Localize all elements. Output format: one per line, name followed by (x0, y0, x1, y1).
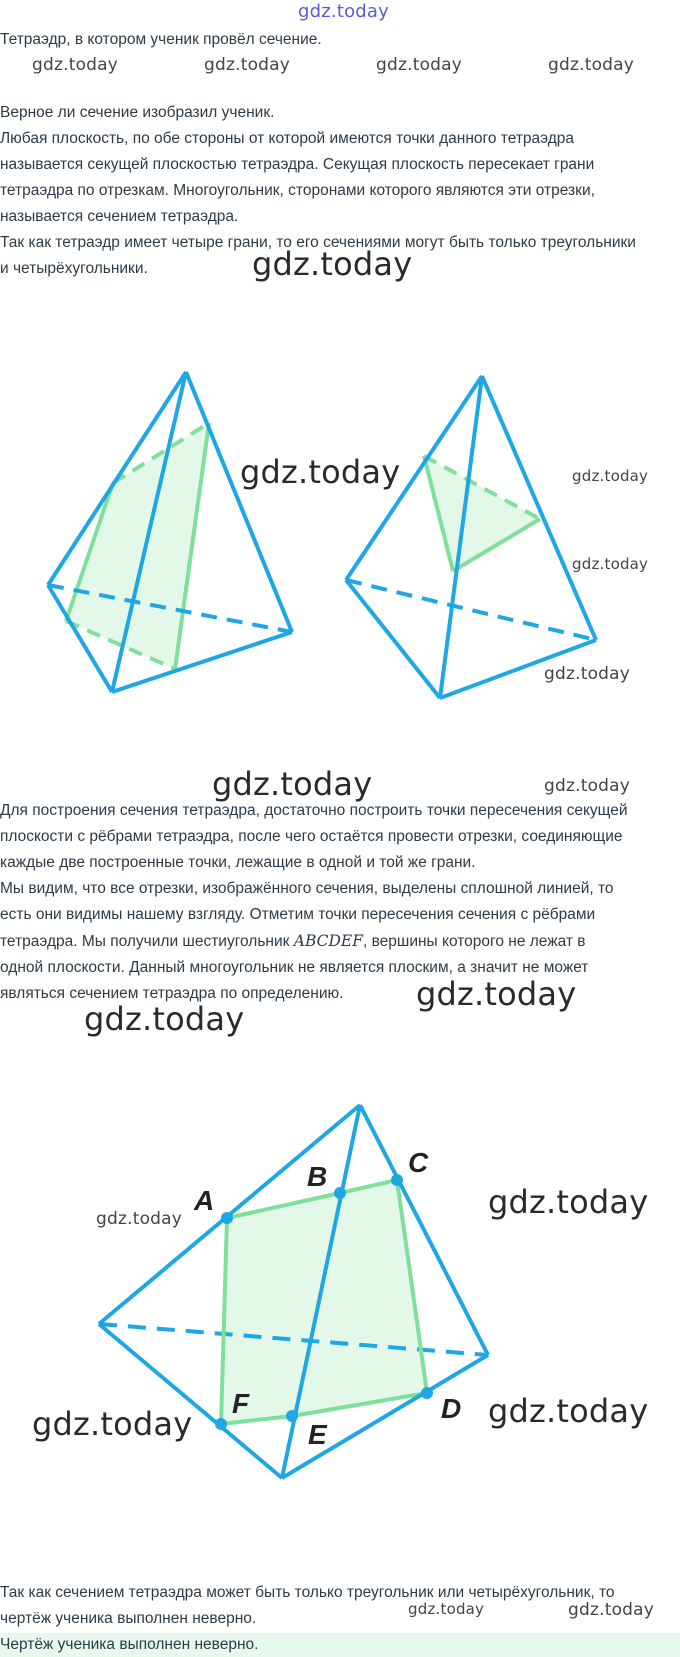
text-line: являться сечением тетраэдра по определению. (0, 985, 344, 1002)
text-line: называется секущей плоскостью тетраэдра. Секущая плоскость пересекает грани (0, 156, 595, 173)
vertex-label-c: C (408, 1147, 429, 1178)
watermark: gdz.today (252, 245, 413, 283)
text-line: тетраэдра по отрезкам. Многоугольник, сторонами которого являются эти отрезки, (0, 182, 595, 199)
vertex-label-d: D (441, 1393, 462, 1424)
hexagon-section-figure (0, 1090, 680, 1490)
watermark: gdz.today (240, 453, 401, 491)
watermark: gdz.today (298, 1, 390, 22)
text-line: называется сечением тетраэдра. (0, 208, 239, 225)
vertex-label-b: B (307, 1161, 328, 1192)
tetrahedron-triangle-section (346, 376, 596, 698)
vertex-label-a: A (194, 1185, 215, 1216)
text-line: Для построения сечения тетраэдра, достаточно построить точки пересечения секущей (0, 802, 628, 819)
watermark: gdz.today (204, 55, 291, 75)
text-line: чертёж ученика выполнен неверно. (0, 1610, 257, 1627)
vertex-label-f: F (232, 1388, 250, 1419)
text-line: Так как тетраэдр имеет четыре грани, то его сечениями могут быть только треугольники (0, 234, 636, 251)
tetrahedron-quadrilateral-section (48, 372, 292, 692)
watermark: gdz.today (416, 975, 577, 1013)
vertex-point (421, 1387, 433, 1399)
vertex-point (286, 1410, 298, 1422)
vertex-point (391, 1174, 403, 1186)
tetrahedra-comparison-figure (0, 360, 680, 705)
vertex-point (221, 1212, 233, 1224)
answer-box (0, 1633, 680, 1657)
watermark: gdz.today (212, 765, 373, 803)
text-line: каждые две построенные точки, лежащие в одной и той же грани. (0, 854, 476, 871)
figure-caption: Тетраэдр, в котором ученик провёл сечение. (0, 31, 322, 48)
watermark: gdz.today (32, 1405, 193, 1443)
section-fill (221, 1180, 427, 1424)
text-line: Любая плоскость, по обе стороны от которой имеются точки данного тетраэдра (0, 130, 575, 147)
conclusion-block (0, 1580, 680, 1632)
tetra-edge (186, 372, 292, 632)
watermark: gdz.today (96, 1209, 183, 1229)
method-block (0, 798, 680, 1007)
vertex-point (334, 1187, 346, 1199)
watermark: gdz.today (32, 55, 119, 75)
text-line: Мы видим, что все отрезки, изображённого сечения, выделены сплошной линией, то (0, 880, 614, 897)
watermark: gdz.today (568, 1600, 655, 1620)
watermark: gdz.today (544, 664, 631, 684)
watermark: gdz.today (544, 776, 631, 796)
polygon-name: ABCDEF (293, 932, 363, 950)
text-line: плоскости с рёбрами тетраэдра, после чего остаётся провести отрезки, соединяющие (0, 828, 623, 845)
answer-text: Чертёж ученика выполнен неверно. (0, 1636, 259, 1653)
tetra-edge (440, 640, 596, 698)
vertex-label-e: E (308, 1419, 327, 1450)
question-text: Верное ли сечение изобразил ученик. (0, 104, 275, 121)
text-line: тетраэдра. Мы получили шестиугольник ABCDEF, вершины которого не лежат в (0, 932, 586, 950)
text-line: есть они видимы нашему взгляду. Отметим точки пересечения сечения с рёбрами (0, 906, 596, 923)
watermark: gdz.today (84, 1000, 245, 1038)
text-line: одной плоскости. Данный многоугольник не является плоским, а значит не может (0, 959, 589, 976)
text-line: Так как сечением тетраэдра может быть только треугольник или четырёхугольник, то (0, 1584, 615, 1601)
watermark: gdz.today (376, 55, 463, 75)
watermark: gdz.today (572, 555, 649, 573)
vertex-point (215, 1418, 227, 1430)
watermark: gdz.today (572, 467, 649, 485)
text-line: и четырёхугольники. (0, 260, 148, 277)
theory-block (0, 100, 680, 282)
watermark: gdz.today (488, 1392, 649, 1430)
watermark: gdz.today (408, 1600, 485, 1618)
hidden-edge (346, 580, 596, 640)
watermark: gdz.today (488, 1183, 649, 1221)
watermark: gdz.today (548, 55, 635, 75)
